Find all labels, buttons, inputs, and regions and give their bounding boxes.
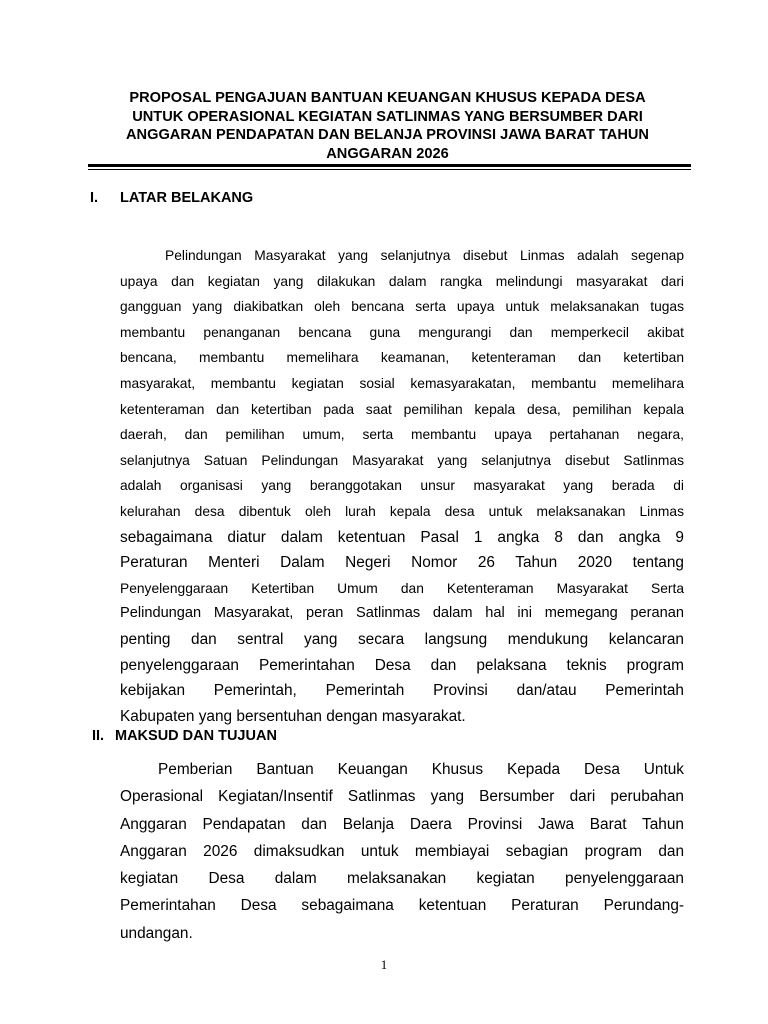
title-divider-thin [88, 169, 691, 170]
paragraph-line: penyelenggaraan Pemerintahan Desa dan pelaksana teknis program [120, 656, 684, 674]
section-title: LATAR BELAKANG [120, 190, 254, 206]
section-paragraph-maksud-dan-tujuan [120, 756, 684, 947]
section-heading-latar-belakang [90, 189, 253, 207]
paragraph-line: sebagaimana diatur dalam ketentuan Pasal 1 angka 8 dan angka 9 [120, 528, 684, 546]
document-title [85, 89, 690, 163]
paragraph-line: Pemerintahan Desa sebagaimana ketentuan Peraturan Perundang- [120, 897, 684, 915]
title-divider-thick [88, 164, 691, 167]
paragraph-line: Penyelenggaraan Ketertiban Umum dan Ketenteraman Masyarakat Serta [120, 580, 684, 596]
paragraph-line: Anggaran 2026 dimaksudkan untuk membiayai sebagian program dan [120, 842, 684, 860]
paragraph-line: ketenteraman dan ketertiban pada saat pemilihan kepala desa, pemilihan kepala [120, 401, 684, 417]
paragraph-line: penting dan sentral yang secara langsung mendukung kelancaran [120, 630, 684, 648]
title-line: ANGGARAN 2026 [326, 145, 449, 162]
paragraph-line: upaya dan kegiatan yang dilakukan dalam rangka melindungi masyarakat dari [120, 273, 684, 289]
paragraph-line: daerah, dan pemilihan umum, serta membantu upaya pertahanan negara, [120, 427, 684, 443]
paragraph-line: Pelindungan Masyarakat, peran Satlinmas dalam hal ini memegang peranan [120, 605, 684, 622]
paragraph-line: Peraturan Menteri Dalam Negeri Nomor 26 Tahun 2020 tentang [120, 554, 684, 572]
title-line: PROPOSAL PENGAJUAN BANTUAN KEUANGAN KHUSUS KEPADA DESA [129, 90, 646, 106]
section-title: MAKSUD DAN TUJUAN [115, 728, 277, 744]
section-heading-maksud-dan-tujuan [92, 727, 277, 745]
paragraph-line: Operasional Kegiatan/Insentif Satlinmas yang Bersumber dari perubahan [120, 788, 684, 806]
paragraph-line: membantu penanganan bencana guna mengurangi dan memperkecil akibat [120, 324, 684, 340]
paragraph-line: selanjutnya Satuan Pelindungan Masyarakat yang selanjutnya disebut Satlinmas [120, 452, 684, 468]
paragraph-line: adalah organisasi yang beranggotakan unsur masyarakat yang berada di [120, 478, 684, 494]
paragraph-line: undangan. [120, 924, 193, 942]
paragraph-line: Kabupaten yang bersentuhan dengan masyarakat. [120, 707, 466, 725]
paragraph-line: bencana, membantu memelihara keamanan, ketenteraman dan ketertiban [120, 350, 684, 366]
paragraph-line: kelurahan desa dibentuk oleh lurah kepala desa untuk melaksanakan Linmas [120, 503, 684, 519]
section-number: I. [90, 190, 99, 206]
paragraph-line: Anggaran Pendapatan dan Belanja Daera Provinsi Jawa Barat Tahun [120, 815, 684, 833]
paragraph-line: kegiatan Desa dalam melaksanakan kegiatan penyelenggaraan [120, 870, 684, 888]
page-number: 1 [380, 957, 388, 972]
paragraph-line: kebijakan Pemerintah, Pemerintah Provinsi dan/atau Pemerintah [120, 682, 684, 700]
paragraph-line: masyarakat, membantu kegiatan sosial kemasyarakatan, membantu memelihara [120, 375, 684, 391]
section-paragraph-latar-belakang [120, 243, 684, 729]
title-line: UNTUK OPERASIONAL KEGIATAN SATLINMAS YANG BERSUMBER DARI [132, 108, 643, 125]
paragraph-line: gangguan yang diakibatkan oleh bencana serta upaya untuk melaksanakan tugas [120, 299, 684, 315]
paragraph-line: Pemberian Bantuan Keuangan Khusus Kepada Desa Untuk [158, 761, 684, 778]
title-line: ANGGARAN PENDAPATAN DAN BELANJA PROVINSI JAWA BARAT TAHUN [126, 127, 649, 143]
paragraph-line: Pelindungan Masyarakat yang selanjutnya disebut Linmas adalah segenap [165, 248, 684, 263]
section-number: II. [92, 728, 105, 744]
